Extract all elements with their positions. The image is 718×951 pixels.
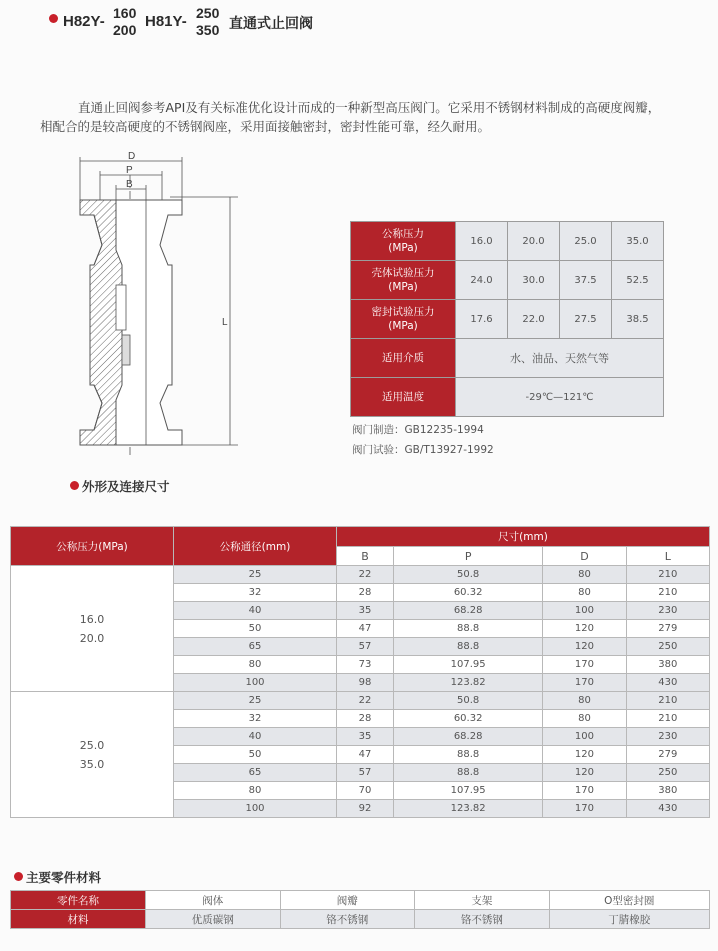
size-cell: 80 <box>543 566 626 584</box>
pressure-value: 20.0 <box>79 631 105 645</box>
dn-cell: 40 <box>174 728 337 746</box>
size-cell: 120 <box>543 620 626 638</box>
header-l: L <box>626 547 709 566</box>
valve-drawing <box>60 145 250 465</box>
size-cell: 230 <box>626 602 709 620</box>
size-cell: 120 <box>543 638 626 656</box>
medium-label: 适用介质 <box>351 339 456 378</box>
dim-p-label: P <box>126 165 133 176</box>
header-dn: 公称通径(mm) <box>174 527 337 566</box>
model-b-top: 250 <box>196 5 220 21</box>
size-cell: 80 <box>543 710 626 728</box>
section-bullet <box>70 481 79 490</box>
material-label: 材料 <box>11 910 146 929</box>
header-size: 尺寸(mm) <box>337 527 710 547</box>
size-cell: 88.8 <box>393 764 542 782</box>
spec-cell: 35.0 <box>612 222 664 261</box>
dn-cell: 100 <box>174 674 337 692</box>
spec-row-medium <box>351 339 664 378</box>
size-cell: 279 <box>626 746 709 764</box>
dim-b-label: B <box>126 179 133 190</box>
spec-label: 壳体试验压力 (MPa) <box>351 261 456 300</box>
size-cell: 230 <box>626 728 709 746</box>
size-cell: 68.28 <box>393 728 542 746</box>
spec-row <box>351 300 664 339</box>
size-cell: 250 <box>626 764 709 782</box>
size-cell: 170 <box>543 782 626 800</box>
spec-cell: 20.0 <box>508 222 560 261</box>
materials-table <box>10 890 710 929</box>
size-cell: 80 <box>543 692 626 710</box>
spec-row <box>351 261 664 300</box>
size-cell: 88.8 <box>393 620 542 638</box>
size-cell: 107.95 <box>393 656 542 674</box>
dn-cell: 65 <box>174 764 337 782</box>
size-cell: 88.8 <box>393 638 542 656</box>
size-cell: 73 <box>337 656 394 674</box>
size-cell: 279 <box>626 620 709 638</box>
temp-value: -29℃—121℃ <box>456 378 664 417</box>
dims-header-row <box>11 527 710 547</box>
spec-cell: 30.0 <box>508 261 560 300</box>
size-cell: 210 <box>626 692 709 710</box>
dim-l-label: L <box>222 317 228 328</box>
size-cell: 80 <box>543 584 626 602</box>
spec-cell: 16.0 <box>456 222 508 261</box>
size-cell: 35 <box>337 602 394 620</box>
size-cell: 47 <box>337 746 394 764</box>
materials-row-material <box>11 910 710 929</box>
spec-cell: 24.0 <box>456 261 508 300</box>
material-cell: 优质碳钢 <box>146 910 281 929</box>
dn-cell: 25 <box>174 692 337 710</box>
dn-cell: 80 <box>174 656 337 674</box>
size-cell: 28 <box>337 584 394 602</box>
medium-value: 水、油品、天然气等 <box>456 339 664 378</box>
model-a: H82Y- <box>63 13 105 30</box>
size-cell: 170 <box>543 656 626 674</box>
size-cell: 60.32 <box>393 710 542 728</box>
dn-cell: 50 <box>174 746 337 764</box>
part-cell: 阀体 <box>146 891 281 910</box>
header-p: P <box>393 547 542 566</box>
size-cell: 22 <box>337 692 394 710</box>
size-cell: 100 <box>543 602 626 620</box>
section-bullet <box>14 872 23 881</box>
size-cell: 28 <box>337 710 394 728</box>
materials-section-title: 主要零件材料 <box>26 870 102 885</box>
size-cell: 35 <box>337 728 394 746</box>
spec-label: 公称压力 (MPa) <box>351 222 456 261</box>
dn-cell: 32 <box>174 584 337 602</box>
size-cell: 68.28 <box>393 602 542 620</box>
spec-cell: 27.5 <box>560 300 612 339</box>
title-bullet <box>49 14 58 23</box>
size-cell: 47 <box>337 620 394 638</box>
size-cell: 92 <box>337 800 394 818</box>
spec-table <box>350 221 664 417</box>
header-pressure: 公称压力(MPa) <box>11 527 174 566</box>
part-cell: 支架 <box>415 891 550 910</box>
pressure-group-cell <box>11 566 174 692</box>
dn-cell: 100 <box>174 800 337 818</box>
intro-paragraph: 直通止回阀参考API及有关标准优化设计而成的一种新型高压阀门。它采用不锈钢材料制成的高硬度阀瓣，相配合的是较高硬度的不锈钢阀座，采用面接触密封，密封性能可靠，经久耐用。 <box>40 100 661 134</box>
model-b-bottom: 350 <box>196 22 220 38</box>
dn-cell: 25 <box>174 566 337 584</box>
dn-cell: 80 <box>174 782 337 800</box>
size-cell: 98 <box>337 674 394 692</box>
size-cell: 430 <box>626 800 709 818</box>
dn-cell: 50 <box>174 620 337 638</box>
size-cell: 57 <box>337 764 394 782</box>
part-cell: O型密封圈 <box>549 891 709 910</box>
dn-cell: 65 <box>174 638 337 656</box>
size-cell: 70 <box>337 782 394 800</box>
spec-row-temp <box>351 378 664 417</box>
size-cell: 123.82 <box>393 800 542 818</box>
size-cell: 120 <box>543 764 626 782</box>
table-row <box>11 566 710 584</box>
size-cell: 210 <box>626 566 709 584</box>
model-a-top: 160 <box>113 5 137 21</box>
size-cell: 123.82 <box>393 674 542 692</box>
material-cell: 铬不锈钢 <box>280 910 415 929</box>
dims-table <box>10 526 710 818</box>
spec-label: 密封试验压力 (MPa) <box>351 300 456 339</box>
spec-cell: 17.6 <box>456 300 508 339</box>
table-row <box>11 692 710 710</box>
header-d: D <box>543 547 626 566</box>
material-cell: 铬不锈钢 <box>415 910 550 929</box>
size-cell: 57 <box>337 638 394 656</box>
dim-d-label: D <box>128 151 136 162</box>
size-cell: 107.95 <box>393 782 542 800</box>
pressure-value: 35.0 <box>79 757 105 771</box>
materials-row-parts <box>11 891 710 910</box>
spec-cell: 37.5 <box>560 261 612 300</box>
standard-test: 阀门试验：GB/T13927-1992 <box>352 444 494 456</box>
header-b: B <box>337 547 394 566</box>
spec-row <box>351 222 664 261</box>
size-cell: 210 <box>626 584 709 602</box>
standard-make: 阀门制造：GB12235-1994 <box>352 424 484 436</box>
pressure-value: 25.0 <box>79 738 105 752</box>
size-cell: 430 <box>626 674 709 692</box>
spec-cell: 22.0 <box>508 300 560 339</box>
parts-label: 零件名称 <box>11 891 146 910</box>
size-cell: 60.32 <box>393 584 542 602</box>
dn-cell: 32 <box>174 710 337 728</box>
model-a-bottom: 200 <box>113 22 137 38</box>
size-cell: 170 <box>543 674 626 692</box>
spec-cell: 52.5 <box>612 261 664 300</box>
size-cell: 250 <box>626 638 709 656</box>
size-cell: 210 <box>626 710 709 728</box>
size-cell: 88.8 <box>393 746 542 764</box>
pressure-value: 16.0 <box>79 612 105 626</box>
size-cell: 50.8 <box>393 692 542 710</box>
size-cell: 22 <box>337 566 394 584</box>
dims-section-title: 外形及连接尺寸 <box>82 479 170 494</box>
size-cell: 170 <box>543 800 626 818</box>
temp-label: 适用温度 <box>351 378 456 417</box>
size-cell: 100 <box>543 728 626 746</box>
size-cell: 120 <box>543 746 626 764</box>
dn-cell: 40 <box>174 602 337 620</box>
size-cell: 380 <box>626 656 709 674</box>
spec-cell: 25.0 <box>560 222 612 261</box>
spec-cell: 38.5 <box>612 300 664 339</box>
product-name: 直通式止回阀 <box>229 15 313 31</box>
material-cell: 丁腈橡胶 <box>549 910 709 929</box>
size-cell: 380 <box>626 782 709 800</box>
part-cell: 阀瓣 <box>280 891 415 910</box>
model-b: H81Y- <box>145 13 187 30</box>
size-cell: 50.8 <box>393 566 542 584</box>
pressure-group-cell <box>11 692 174 818</box>
